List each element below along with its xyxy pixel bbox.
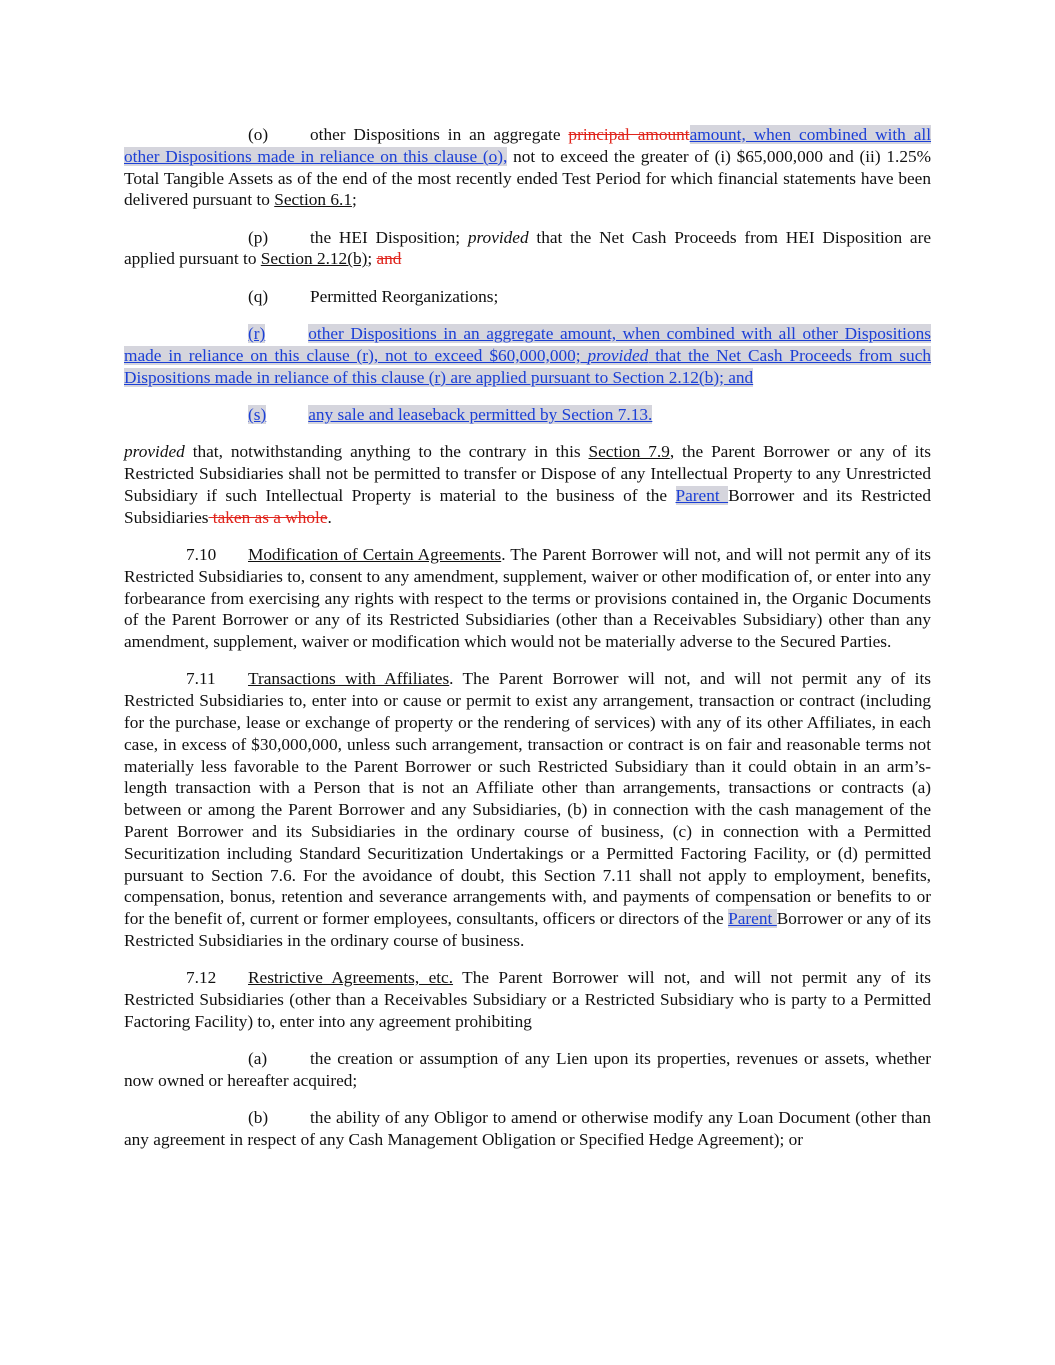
deleted-text: principal amount xyxy=(568,125,690,144)
document-body xyxy=(124,124,931,1151)
clause-label: (p) xyxy=(248,227,269,247)
section-number: 7.10 xyxy=(186,544,217,564)
section-reference: Section 7.9 xyxy=(588,442,670,462)
clause-label: (a) xyxy=(248,1049,268,1069)
section-reference: Section 6.1 xyxy=(274,190,352,210)
clause-label: (r) xyxy=(248,324,266,344)
inserted-text: any sale and leaseback permitted by Section 7.13. xyxy=(308,404,653,424)
section-7-10: 7.10 Modification of Certain Agreements. The Parent Borrower will not, and will not permit any of its Restricted Subsidiaries to, consent to any amendment, supplement, waiver or other modification of, or enter into any forbearance from exercising any rights with respect to the terms or provisions contained in, the Organic Documents of the Parent Borrower or any of its Restricted Subsidiaries (other than a Receivables Subsidiary) other than any amendment, supplement, waiver or modification which would not be materially adverse to the Secured Parties. xyxy=(124,544,931,652)
section-heading: Modification of Certain Agreements xyxy=(248,544,502,564)
deleted-text: taken as a whole xyxy=(208,507,328,527)
section-reference: Section 2.12(b) xyxy=(260,249,368,269)
clause-p: (p) the HEI Disposition; provided that the Net Cash Proceeds from HEI Disposition are applied pursuant to Section 2.12(b); and xyxy=(124,227,931,269)
section-heading: Transactions with Affiliates xyxy=(248,669,450,689)
clause-q: (q) Permitted Reorganizations; xyxy=(248,286,499,306)
inserted-text: that the Net Cash Proceeds from such Dispositions made in reliance of this clause (r) are applied pursuant to Section 2.12(b); and xyxy=(124,345,932,387)
clause-s xyxy=(124,404,931,426)
inserted-text: Parent xyxy=(675,485,729,505)
section-heading: Restrictive Agreements, etc. xyxy=(248,968,454,988)
section-7-12: 7.12 Restrictive Agreements, etc. The Parent Borrower will not, and will not permit any of its Restricted Subsidiaries (other than a Receivables Subsidiary or a Restricted Subsidiary who is party to a Permitted Factoring Facility) to, enter into any agreement prohibiting xyxy=(124,968,931,1031)
deleted-text: and xyxy=(376,249,402,269)
clause-b: (b) the ability of any Obligor to amend or otherwise modify any Loan Document (other than any agreement in respect of any Cash Management Obligation or Specified Hedge Agreement); or xyxy=(124,1108,931,1150)
proviso-paragraph: provided that, notwithstanding anything to the contrary in this Section 7.9, the Parent Borrower or any of its Restricted Subsidiaries shall not be permitted to transfer or Dispose of any Intellectual Property to any Unrestricted Subsidiary if such Intellectual Property is material to the business of the Parent Borrower and its Restricted Subsidiaries taken as a whole. xyxy=(124,442,931,527)
inserted-text: other Dispositions in an aggregate amount, when combined with all other Dispositions made in reliance on this clause (r), not to exceed $60,000,000; xyxy=(124,324,931,365)
clause-label: (b) xyxy=(248,1108,269,1128)
clause-o: (o) other Dispositions in an aggregate principal amountamount, when combined with all other Dispositions made in reliance on this clause (o), not to exceed the greater of (i) $65,000,000 and (ii) 1.25% Total Tangible Assets as of the end of the most recently ended Test Period for which financial statements have been delivered pursuant to Section 6.1; xyxy=(124,125,932,210)
section-7-11: 7.11 Transactions with Affiliates. The Parent Borrower will not, and will not permit any of its Restricted Subsidiaries to, enter into or cause or permit to exist any arrangement, transaction or contract (including for the purchase, lease or exchange of property or the rendering of services) with any of its other Affiliates, in each case, in excess of $30,000,000, unless such arrangement, transaction or contract is on fair and reasonable terms not materially less favorable to the Parent Borrower or such Restricted Subsidiary than it could obtain in an arm’s-length transaction with a Person that is not an Affiliate other than arrangements, transactions or contracts (a) between or among the Parent Borrower and any Subsidiaries, (b) in connection with the cash management of the Parent Borrower and its Subsidiaries in the ordinary course of business, (c) in connection with a Permitted Securitization including Standard Securitization Undertakings or a Permitted Factoring Facility, or (d) permitted pursuant to Section 7.6. For the avoidance of doubt, this Section 7.11 shall not apply to employment, benefits, compensation, bonus, retention and severance arrangements with, and payments of compensation or benefits to or for the benefit of, current or former employees, consultants, officers or directors of the Parent Borrower or any of its Restricted Subsidiaries in the ordinary course of business. xyxy=(124,669,931,950)
clause-label: (q) xyxy=(248,286,269,306)
clause-r: (r) other Dispositions in an aggregate amount, when combined with all other Dispositions made in reliance on this clause (r), not to exceed $60,000,000; provided that the Net Cash Proceeds from such Dispositions made in reliance of this clause (r) are applied pursuant to Section 2.12(b); and xyxy=(124,324,932,387)
section-number: 7.12 xyxy=(186,968,217,988)
inserted-text: amount, when combined with all other Dispositions made in reliance on this clause (o), xyxy=(124,125,932,166)
clause-label: (o) xyxy=(248,125,269,144)
inserted-text: Parent xyxy=(728,909,777,929)
clause-a: (a) the creation or assumption of any Lien upon its properties, revenues or assets, whether now owned or hereafter acquired; xyxy=(124,1049,931,1090)
clause-label: (s) xyxy=(248,404,267,424)
section-number: 7.11 xyxy=(186,669,216,689)
